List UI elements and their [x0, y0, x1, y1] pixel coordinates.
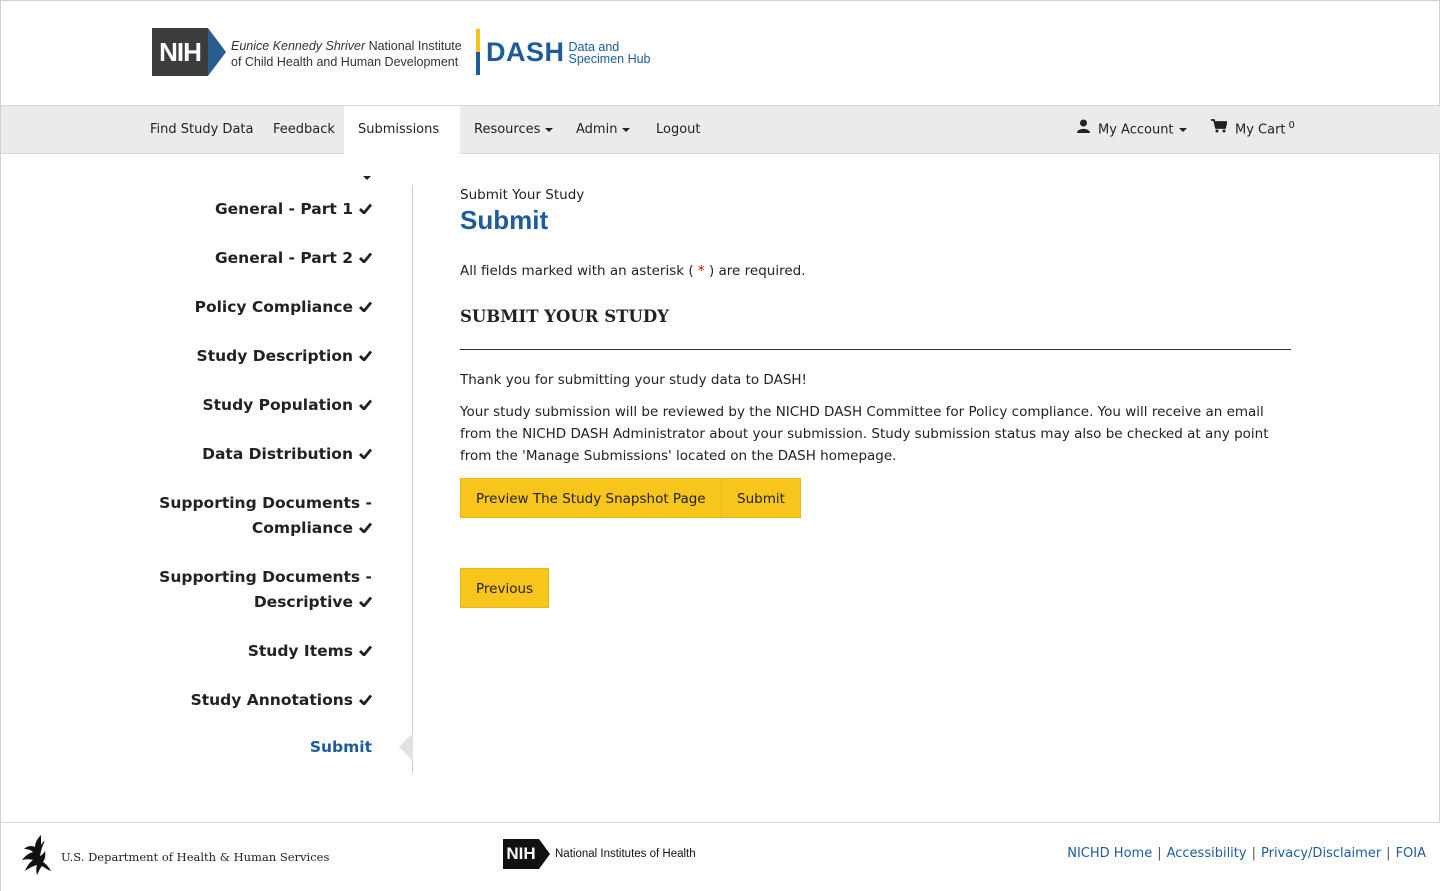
dash-logo-word: DASH: [486, 36, 565, 67]
step-label: Supporting Documents -: [159, 568, 372, 586]
required-asterisk: *: [697, 263, 705, 279]
checkmark-icon: [359, 344, 372, 369]
dash-logo[interactable]: [476, 29, 651, 75]
checkmark-icon: [359, 639, 372, 664]
step-label: Study Population: [202, 396, 353, 414]
step-label: Study Items: [247, 642, 353, 660]
user-icon: [1077, 106, 1090, 154]
required-suffix: ) are required.: [704, 263, 806, 279]
site-footer: [1, 822, 1440, 891]
nav-my-account[interactable]: [1063, 106, 1201, 154]
cart-icon: [1211, 106, 1227, 154]
step-label: Submit: [309, 738, 372, 756]
hhs-eagle-icon: [19, 833, 53, 881]
chevron-down-icon: [545, 128, 553, 132]
nav-label: Logout: [656, 122, 701, 137]
preview-snapshot-button[interactable]: Preview The Study Snapshot Page: [460, 478, 722, 518]
nav-admin[interactable]: [562, 106, 644, 154]
nih-footer-mark: NIH: [503, 839, 539, 869]
footer-links: [1067, 846, 1426, 861]
step-label-line2: Descriptive: [253, 593, 353, 611]
step-study-population[interactable]: [202, 393, 372, 418]
nav-submissions[interactable]: [344, 106, 460, 154]
step-policy-compliance[interactable]: [195, 295, 372, 320]
nav-label: Resources: [474, 122, 541, 137]
step-data-distribution[interactable]: [202, 442, 372, 467]
my-account-label: My Account: [1098, 122, 1174, 138]
footer-link-nichd-home[interactable]: NICHD Home: [1067, 846, 1153, 861]
footer-separator: |: [1386, 846, 1391, 861]
footer-link-accessibility[interactable]: Accessibility: [1166, 846, 1247, 861]
required-fields-note: [460, 263, 806, 279]
nav-label: Find Study Data: [150, 122, 254, 137]
checkmark-icon: [359, 197, 372, 222]
step-study-annotations[interactable]: [191, 688, 372, 713]
site-header: [1, 1, 1440, 105]
thank-you-message: Thank you for submitting your study data to DASH!: [460, 372, 807, 388]
cart-count-badge: 0: [1288, 119, 1295, 131]
step-label: General - Part 1: [214, 200, 353, 218]
nav-label: Submissions: [358, 122, 440, 137]
checkmark-icon: [359, 688, 372, 713]
nav-find-study-data[interactable]: [136, 106, 267, 154]
institute-name-line1: National Institute: [365, 39, 462, 53]
step-label: Study Description: [196, 347, 353, 365]
nav-my-cart[interactable]: [1197, 106, 1309, 154]
footer-link-foia[interactable]: FOIA: [1395, 846, 1426, 861]
institute-name-italic: Eunice Kennedy Shriver: [231, 39, 366, 53]
nih-footer-arrow: [539, 839, 550, 869]
step-label: Policy Compliance: [194, 298, 353, 316]
dash-sub-line1: Data and: [568, 40, 620, 54]
step-study-description[interactable]: [197, 344, 372, 369]
step-submit[interactable]: [310, 735, 372, 760]
chevron-down-icon: [363, 176, 371, 180]
section-heading: SUBMIT YOUR STUDY: [460, 307, 669, 326]
previous-button[interactable]: Previous: [460, 568, 549, 608]
institute-name: [231, 38, 462, 70]
nih-logo-mark: NIH: [152, 28, 208, 76]
hhs-logo[interactable]: [19, 833, 329, 881]
checkmark-icon: [359, 442, 372, 467]
nav-label: Feedback: [273, 122, 335, 137]
step-label: General - Part 2: [214, 249, 353, 267]
section-divider: [460, 349, 1291, 350]
dash-sub-line2: Specimen Hub: [568, 52, 651, 66]
footer-separator: |: [1251, 846, 1256, 861]
nih-footer-label: National Institutes of Health: [555, 848, 696, 860]
nav-feedback[interactable]: [259, 106, 349, 154]
step-label: Study Annotations: [190, 691, 353, 709]
submit-button[interactable]: Submit: [721, 478, 801, 518]
step-label-line2: Compliance: [251, 519, 353, 537]
checkmark-icon: [359, 516, 372, 541]
institute-name-line2: of Child Health and Human Development: [231, 55, 459, 69]
checkmark-icon: [359, 590, 372, 615]
step-general-part-1[interactable]: [215, 197, 372, 222]
step-general-part-2[interactable]: [215, 246, 372, 271]
dash-logo-bar: [476, 29, 480, 75]
main-nav: [1, 105, 1440, 154]
step-label: Supporting Documents -: [159, 494, 372, 512]
nav-label: Admin: [576, 122, 618, 137]
nih-logo[interactable]: [152, 28, 226, 76]
dash-logo-subtitle: [569, 41, 651, 65]
chevron-down-icon: [622, 128, 630, 132]
step-supporting-documents-compliance[interactable]: [159, 491, 372, 541]
step-label: Data Distribution: [202, 445, 353, 463]
footer-separator: |: [1157, 846, 1162, 861]
footer-link-privacy[interactable]: Privacy/Disclaimer: [1260, 846, 1382, 861]
hhs-label: U.S. Department of Health & Human Services: [61, 850, 330, 864]
submission-steps-sidebar: [1, 185, 413, 773]
submission-info-text: Your study submission will be reviewed by the NICHD DASH Committee for Policy compliance. You will receive an email from the NICHD DASH Administrator about your submission. Study submission status may also be checked at any point from the 'Manage Submissions' located on the DASH homepage.: [460, 404, 1269, 464]
required-prefix: All fields marked with an asterisk (: [460, 263, 698, 279]
my-cart-label: My Cart: [1235, 122, 1286, 138]
nih-footer-logo[interactable]: [503, 839, 696, 869]
current-step-pointer: [399, 733, 413, 761]
checkmark-icon: [359, 246, 372, 271]
chevron-down-icon: [1179, 128, 1187, 132]
checkmark-icon: [359, 295, 372, 320]
breadcrumb: Submit Your Study: [460, 187, 585, 203]
nav-resources[interactable]: [460, 106, 567, 154]
nav-logout[interactable]: [642, 106, 715, 154]
step-study-items[interactable]: [248, 639, 372, 664]
page-title: Submit: [460, 205, 549, 235]
checkmark-icon: [359, 393, 372, 418]
nih-logo-arrow: [208, 28, 226, 76]
step-supporting-documents-descriptive[interactable]: [159, 565, 372, 615]
